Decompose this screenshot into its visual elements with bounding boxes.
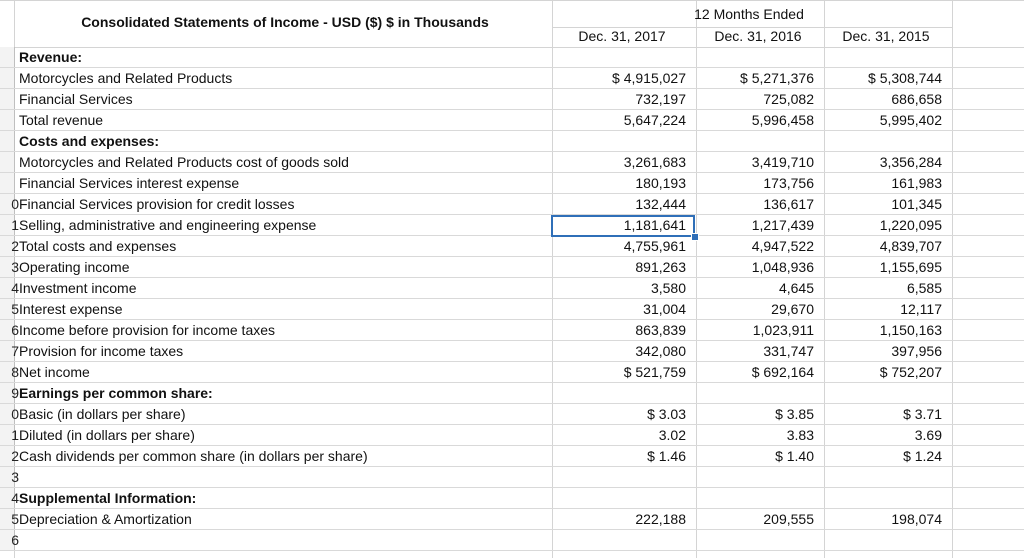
row-number: 9: [11, 385, 19, 401]
row-label-cell[interactable]: Provision for income taxes: [19, 343, 184, 359]
row-label-cell[interactable]: [19, 467, 549, 487]
value-cell[interactable]: 3,580: [650, 280, 686, 296]
row-label-cell[interactable]: Revenue:: [19, 49, 83, 65]
row-label-cell[interactable]: Earnings per common share:: [19, 385, 213, 401]
value-cell[interactable]: 3,419,710: [751, 154, 814, 170]
row-number: 3: [11, 469, 19, 485]
row-label-cell[interactable]: Basic (in dollars per share): [19, 406, 186, 422]
row-number: 0: [11, 406, 19, 422]
value-cell[interactable]: [696, 530, 814, 550]
row-header[interactable]: [0, 320, 19, 340]
value-cell[interactable]: 136,617: [763, 196, 814, 212]
value-cell[interactable]: 209,555: [763, 511, 814, 527]
table-row: [0, 404, 1024, 425]
table-row: [0, 425, 1024, 446]
value-cell[interactable]: [696, 488, 814, 508]
table-row: [0, 530, 1024, 551]
row-header[interactable]: [0, 299, 19, 319]
row-label-cell[interactable]: Financial Services interest expense: [19, 175, 240, 191]
value-cell[interactable]: 5,647,224: [623, 112, 686, 128]
value-cell[interactable]: 1,220,095: [879, 217, 942, 233]
value-cell[interactable]: 3.83: [786, 427, 814, 443]
row-header[interactable]: [0, 530, 19, 550]
date-header-2017: Dec. 31, 2017: [578, 28, 666, 44]
value-cell[interactable]: [696, 467, 814, 487]
row-label-cell[interactable]: [19, 530, 549, 550]
value-cell[interactable]: 161,983: [891, 175, 942, 191]
value-cell[interactable]: $ 5,271,376: [740, 70, 814, 86]
row-number: 6: [11, 532, 19, 548]
value-cell[interactable]: [696, 131, 814, 151]
value-cell[interactable]: $ 521,759: [623, 364, 686, 380]
table-row: [0, 194, 1024, 215]
value-cell[interactable]: 31,004: [643, 301, 686, 317]
value-cell[interactable]: [552, 131, 686, 151]
value-cell[interactable]: 5,996,458: [751, 112, 814, 128]
table-row: [0, 362, 1024, 383]
value-cell[interactable]: $ 5,308,744: [868, 70, 942, 86]
row-number: 2: [11, 238, 19, 254]
value-cell[interactable]: 891,263: [635, 259, 686, 275]
table-row: [0, 467, 1024, 488]
value-cell[interactable]: 3,356,284: [879, 154, 942, 170]
row-header[interactable]: [0, 47, 15, 67]
value-cell[interactable]: 725,082: [763, 91, 814, 107]
fill-handle[interactable]: [691, 233, 699, 241]
row-label-cell[interactable]: Costs and expenses:: [19, 133, 160, 149]
value-cell[interactable]: 180,193: [635, 175, 686, 191]
table-row: [0, 173, 1024, 194]
row-header[interactable]: [0, 194, 19, 214]
value-cell[interactable]: [552, 467, 686, 487]
value-cell[interactable]: 3,261,683: [623, 154, 686, 170]
row-number: 5: [11, 511, 19, 527]
table-row: [0, 152, 1024, 173]
period-header: 12 Months Ended: [694, 6, 804, 22]
row-header[interactable]: [0, 110, 15, 130]
value-cell[interactable]: [824, 47, 942, 67]
value-cell[interactable]: 5,995,402: [879, 112, 942, 128]
table-row: [0, 278, 1024, 299]
row-number: 7: [11, 343, 19, 359]
row-label-cell[interactable]: Operating income: [19, 259, 130, 275]
row-number: 1: [11, 217, 19, 233]
value-cell[interactable]: $ 752,207: [879, 364, 942, 380]
row-header[interactable]: [0, 362, 19, 382]
value-cell[interactable]: 331,747: [763, 343, 814, 359]
value-cell[interactable]: $ 3.85: [775, 406, 814, 422]
row-header[interactable]: [0, 488, 19, 508]
statement-title: Consolidated Statements of Income - USD ($) $ in Thousands: [81, 14, 489, 30]
table-row: [0, 446, 1024, 467]
table-row: [0, 341, 1024, 362]
row-label-cell[interactable]: Total costs and expenses: [19, 238, 177, 254]
value-cell[interactable]: 1,217,439: [751, 217, 814, 233]
value-cell[interactable]: [552, 530, 686, 550]
table-row: [0, 110, 1024, 131]
table-row: [0, 488, 1024, 509]
row-label-cell[interactable]: Financial Services provision for credit losses: [19, 196, 295, 212]
row-header[interactable]: [0, 131, 15, 151]
row-label-cell[interactable]: Cash dividends per common share (in dollars per share): [19, 448, 368, 464]
row-header[interactable]: [0, 509, 19, 529]
value-cell[interactable]: [824, 467, 942, 487]
value-cell[interactable]: 1,048,936: [751, 259, 814, 275]
row-number: 6: [11, 322, 19, 338]
row-header[interactable]: [0, 152, 15, 172]
row-label-cell[interactable]: Financial Services: [19, 91, 133, 107]
value-cell[interactable]: [824, 530, 942, 550]
value-cell[interactable]: 863,839: [635, 322, 686, 338]
value-cell[interactable]: 101,345: [891, 196, 942, 212]
table-row: [0, 89, 1024, 110]
row-number: 2: [11, 448, 19, 464]
value-cell[interactable]: 173,756: [763, 175, 814, 191]
row-label-cell[interactable]: Motorcycles and Related Products cost of goods sold: [19, 154, 349, 170]
value-cell[interactable]: 686,658: [891, 91, 942, 107]
value-cell[interactable]: 3.69: [914, 427, 942, 443]
row-header[interactable]: [0, 425, 19, 445]
row-number: 4: [11, 490, 19, 506]
row-header[interactable]: [0, 446, 19, 466]
row-label-cell[interactable]: Diluted (in dollars per share): [19, 427, 195, 443]
row-header[interactable]: [0, 215, 19, 235]
value-cell[interactable]: 1,023,911: [752, 322, 814, 338]
value-cell[interactable]: [824, 488, 942, 508]
row-number: 4: [11, 280, 19, 296]
table-row: [0, 236, 1024, 257]
table-row: [0, 383, 1024, 404]
table-row: [0, 257, 1024, 278]
value-cell[interactable]: $ 692,164: [751, 364, 814, 380]
grid-line: [0, 0, 1024, 1]
value-cell[interactable]: $ 3.71: [903, 406, 942, 422]
row-header[interactable]: [0, 257, 19, 277]
value-cell[interactable]: 6,585: [906, 280, 942, 296]
value-cell[interactable]: 3.02: [658, 427, 686, 443]
table-row: [0, 215, 1024, 236]
row-label-cell[interactable]: Supplemental Information:: [19, 490, 197, 506]
row-label-cell[interactable]: Selling, administrative and engineering expense: [19, 217, 317, 233]
row-header[interactable]: [0, 467, 19, 487]
table-row: [0, 68, 1024, 89]
table-row: [0, 47, 1024, 68]
value-cell[interactable]: $ 4,915,027: [612, 70, 686, 86]
value-cell[interactable]: 29,670: [771, 301, 814, 317]
row-label-cell[interactable]: Income before provision for income taxes: [19, 322, 276, 338]
value-cell[interactable]: 198,074: [891, 511, 942, 527]
row-number: 3: [11, 259, 19, 275]
row-header[interactable]: [0, 341, 19, 361]
row-number: 1: [11, 427, 19, 443]
row-header[interactable]: [0, 89, 15, 109]
value-cell[interactable]: 4,645: [778, 280, 814, 296]
value-cell[interactable]: 1,181,641: [623, 217, 686, 233]
row-label-cell[interactable]: Net income: [19, 364, 90, 380]
value-cell[interactable]: [696, 47, 814, 67]
table-row: [0, 299, 1024, 320]
value-cell[interactable]: 342,080: [635, 343, 686, 359]
value-cell[interactable]: [552, 47, 686, 67]
value-cell[interactable]: [552, 488, 686, 508]
value-cell[interactable]: 1,150,163: [879, 322, 942, 338]
value-cell[interactable]: 12,117: [900, 301, 942, 317]
value-cell[interactable]: [696, 383, 814, 403]
row-label-cell[interactable]: Investment income: [19, 280, 137, 296]
row-header[interactable]: [0, 68, 15, 88]
value-cell[interactable]: [824, 131, 942, 151]
value-cell[interactable]: $ 1.46: [647, 448, 686, 464]
date-header-2015: Dec. 31, 2015: [842, 28, 930, 44]
table-row: [0, 320, 1024, 341]
row-number: 8: [11, 364, 19, 380]
value-cell[interactable]: $ 1.40: [775, 448, 814, 464]
value-cell[interactable]: 4,947,522: [751, 238, 814, 254]
row-header[interactable]: [0, 173, 15, 193]
value-cell[interactable]: 1,155,695: [879, 259, 942, 275]
value-cell[interactable]: 4,755,961: [623, 238, 686, 254]
row-header[interactable]: [0, 383, 19, 403]
value-cell[interactable]: 222,188: [635, 511, 686, 527]
table-row: [0, 131, 1024, 152]
row-label-cell[interactable]: Depreciation & Amortization: [19, 511, 192, 527]
date-header-2016: Dec. 31, 2016: [714, 28, 802, 44]
row-header[interactable]: [0, 236, 19, 256]
row-label-cell[interactable]: Interest expense: [19, 301, 123, 317]
value-cell[interactable]: 132,444: [635, 196, 686, 212]
value-cell[interactable]: [552, 383, 686, 403]
row-number: 0: [11, 196, 19, 212]
value-cell[interactable]: $ 3.03: [647, 406, 686, 422]
row-header[interactable]: [0, 404, 19, 424]
value-cell[interactable]: 732,197: [635, 91, 686, 107]
value-cell[interactable]: [824, 383, 942, 403]
table-row: [0, 509, 1024, 530]
row-label-cell[interactable]: Motorcycles and Related Products: [19, 70, 233, 86]
row-label-cell[interactable]: Total revenue: [19, 112, 104, 128]
value-cell[interactable]: 397,956: [891, 343, 942, 359]
value-cell[interactable]: 4,839,707: [879, 238, 942, 254]
row-number: 5: [11, 301, 19, 317]
value-cell[interactable]: $ 1.24: [903, 448, 942, 464]
row-header[interactable]: [0, 278, 19, 298]
